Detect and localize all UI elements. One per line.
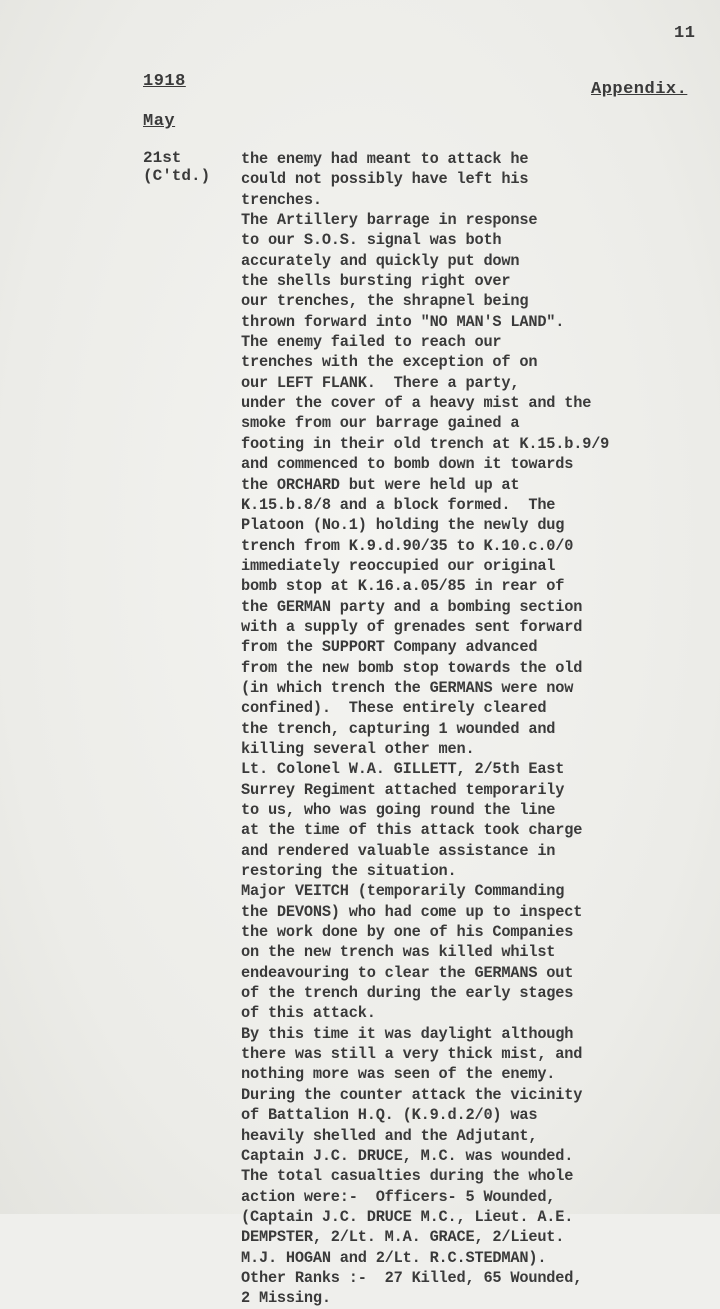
entry-text-line: Major VEITCH (temporarily Commanding (241, 882, 565, 901)
entry-text-line: the DEVONS) who had come up to inspect (241, 902, 583, 921)
entry-text-line: the ORCHARD but were held up at (241, 475, 520, 494)
entry-text-line: thrown forward into "NO MAN'S LAND". (241, 312, 565, 331)
entry-text-line: Lt. Colonel W.A. GILLETT, 2/5th East (241, 760, 565, 779)
entry-text-line: nothing more was seen of the enemy. (241, 1065, 556, 1084)
entry-text-line: endeavouring to clear the GERMANS out (241, 963, 574, 982)
month-heading: May (143, 112, 176, 131)
entry-text-line: The enemy failed to reach our (241, 333, 502, 352)
entry-text-line: trenches with the exception of on (241, 353, 538, 372)
entry-text-line: on the new trench was killed whilst (241, 943, 556, 962)
entry-text-line: smoke from our barrage gained a (241, 414, 520, 433)
entry-text-line: Platoon (No.1) holding the newly dug (241, 516, 565, 535)
entry-text-line: the shells bursting right over (241, 272, 511, 291)
entry-text-line: trench from K.9.d.90/35 to K.10.c.0/0 (241, 536, 574, 555)
page-number: 11 (674, 24, 696, 43)
entry-text-line: action were:- Officers- 5 Wounded, (241, 1187, 556, 1206)
entry-text-line: with a supply of grenades sent forward (241, 617, 583, 636)
entry-text-line: M.J. HOGAN and 2/Lt. R.C.STEDMAN). (241, 1248, 547, 1267)
entry-text-line: footing in their old trench at K.15.b.9/9 (241, 434, 610, 453)
entry-text-line: trenches. (241, 190, 322, 209)
entry-text-line: of this attack. (241, 1004, 376, 1023)
entry-text-line: under the cover of a heavy mist and the (241, 394, 592, 413)
year-heading: 1918 (143, 72, 186, 91)
entry-text-line: killing several other men. (241, 739, 475, 758)
entry-text-line: our trenches, the shrapnel being (241, 292, 529, 311)
entry-text-line: bomb stop at K.16.a.05/85 in rear of (241, 577, 565, 596)
entry-text-line: Captain J.C. DRUCE, M.C. was wounded. (241, 1146, 574, 1165)
entry-text-line: accurately and quickly put down (241, 251, 520, 270)
appendix-heading: Appendix. (591, 80, 688, 99)
entry-text-line: The total casualties during the whole (241, 1167, 574, 1186)
entry-text-line: our LEFT FLANK. There a party, (241, 373, 520, 392)
entry-body-text (241, 149, 681, 1309)
entry-text-line: at the time of this attack took charge (241, 821, 583, 840)
entry-text-line: restoring the situation. (241, 862, 457, 881)
entry-text-line: the GERMAN party and a bombing section (241, 597, 583, 616)
entry-date: 21st (143, 149, 182, 167)
entry-text-line: from the new bomb stop towards the old (241, 658, 583, 677)
entry-text-line: By this time it was daylight although (241, 1024, 574, 1043)
entry-text-line: to our S.O.S. signal was both (241, 231, 502, 250)
entry-text-line: heavily shelled and the Adjutant, (241, 1126, 538, 1145)
entry-text-line: (Captain J.C. DRUCE M.C., Lieut. A.E. (241, 1207, 574, 1226)
entry-text-line: of the trench during the early stages (241, 984, 574, 1003)
entry-text-line: During the counter attack the vicinity (241, 1085, 583, 1104)
entry-date-note: (C'td.) (143, 167, 211, 186)
entry-text-line: DEMPSTER, 2/Lt. M.A. GRACE, 2/Lieut. (241, 1228, 565, 1247)
entry-text-line: confined). These entirely cleared (241, 699, 547, 718)
entry-text-line: (in which trench the GERMANS were now (241, 678, 574, 697)
entry-date-column (143, 149, 210, 186)
entry-text-line: could not possibly have left his (241, 170, 529, 189)
entry-text-line: The Artillery barrage in response (241, 211, 538, 230)
entry-text-line: of Battalion H.Q. (K.9.d.2/0) was (241, 1106, 538, 1125)
entry-text-line: the enemy had meant to attack he (241, 150, 529, 168)
entry-text-line: to us, who was going round the line (241, 801, 556, 819)
entry-text-line: the work done by one of his Companies (241, 923, 574, 942)
entry-text-line: and commenced to bomb down it towards (241, 455, 574, 474)
entry-text-line: there was still a very thick mist, and (241, 1045, 583, 1064)
entry-text-line: and rendered valuable assistance in (241, 841, 556, 860)
entry-text-line: the trench, capturing 1 wounded and (241, 719, 556, 738)
entry-text-line: 2 Missing. (241, 1289, 331, 1308)
entry-text-line: K.15.b.8/8 and a block formed. The (241, 495, 556, 514)
entry-text-line: Other Ranks :- 27 Killed, 65 Wounded, (241, 1268, 583, 1287)
entry-text-line: Surrey Regiment attached temporarily (241, 780, 565, 799)
entry-text-line: immediately reoccupied our original (241, 556, 556, 575)
entry-text-line: from the SUPPORT Company advanced (241, 638, 538, 657)
